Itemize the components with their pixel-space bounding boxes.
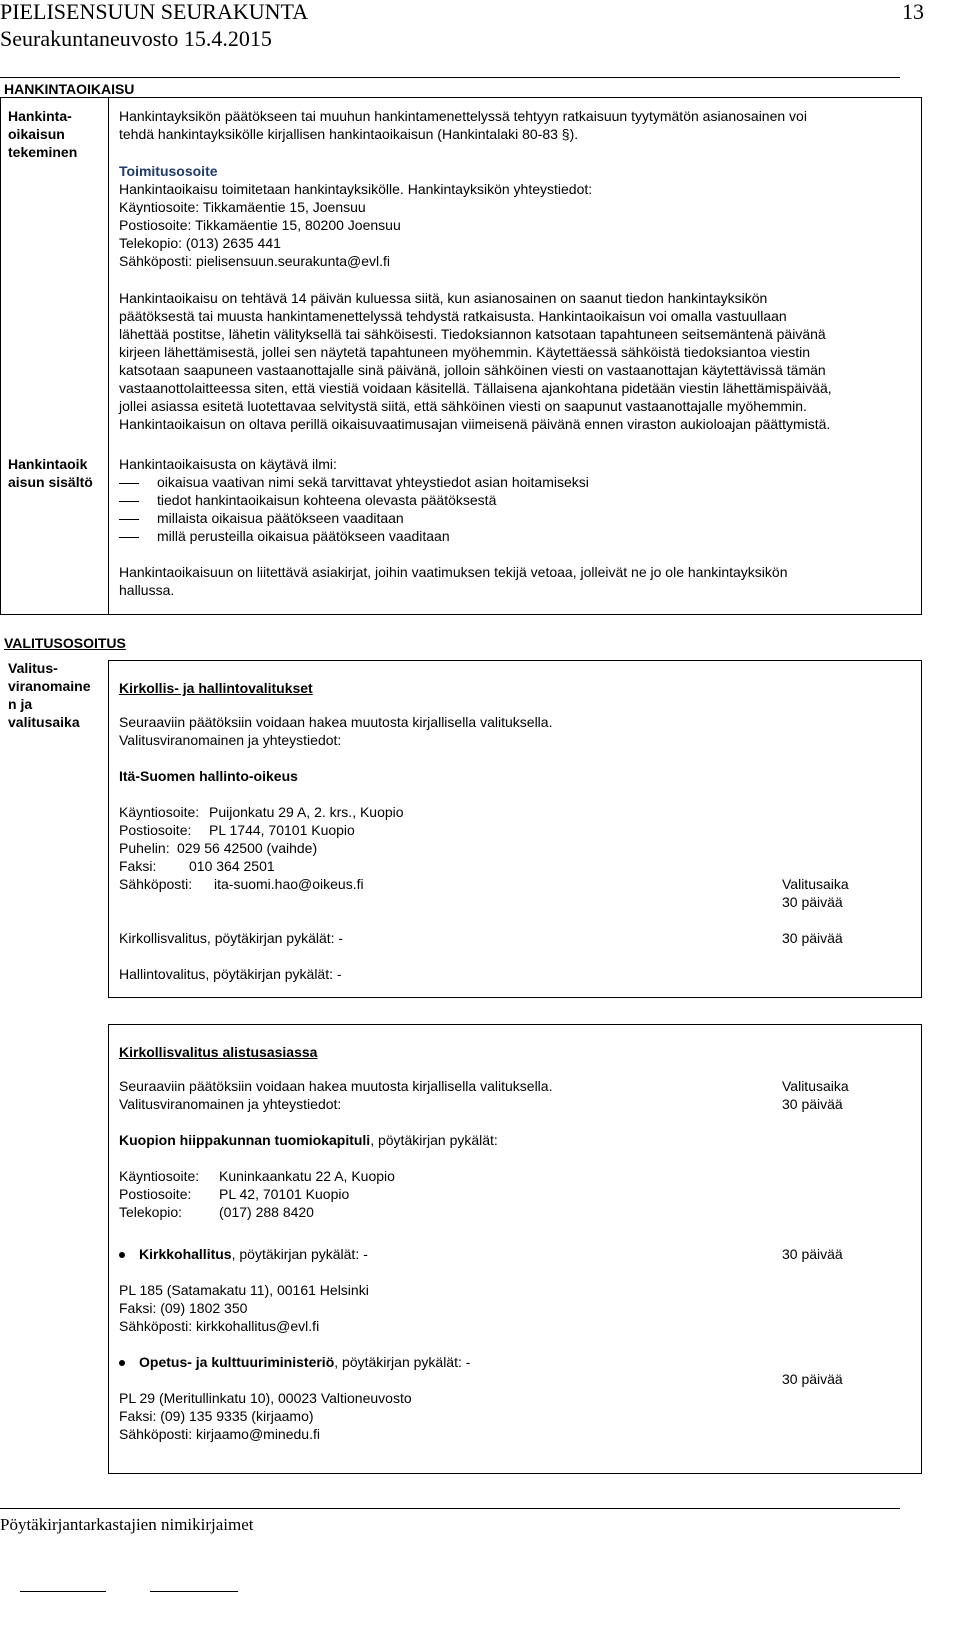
box2-opetusministerio: Opetus- ja kulttuuriministeriö, pöytäkirjan pykälät: -: [119, 1353, 470, 1371]
label-hankintaoikaisun-sisalto: Hankintaoik aisun sisältö: [8, 456, 93, 490]
section-title-hankintaoikaisu: HANKINTAOIKAISU: [4, 81, 135, 97]
content-intro: Hankintaoikaisusta on käytävä ilmi:: [119, 456, 337, 472]
box2-kirkkohallitus: Kirkkohallitus, pöytäkirjan pykälät: -: [119, 1245, 368, 1263]
initials-line-1: [20, 1591, 106, 1592]
bullet-icon: [119, 1252, 125, 1258]
initials-line-2: [150, 1591, 238, 1592]
box2-contacts: Käyntiosoite: Kuninkaankatu 22 A, Kuopio Postiosoite: PL 42, 70101 Kuopio Telekopio: (017) 288 8420: [119, 1168, 395, 1220]
page-number: 13: [902, 0, 924, 24]
deadline-paragraph: Hankintaoikaisu on tehtävä 14 päivän kuluessa siitä, kun asianosainen on saanut tiedon hankintayksikön päätöksestä tai muusta hankintamenettelyssä tehdystä ratkaisusta. Hankintaoikaisun voi omalla vastuullaan lähettää postitse, lähetin välityksellä tai sähköisesti. Tiedoksiannon katsotaan tapahtuneen seitsemäntenä päivänä kirjeen lähettämisestä, jollei sen näytetä tapahtuneen myöhemmin. Käytettäessä sähköistä tiedoksiantoa viestin katsotaan saapuneen vastaanottajalle sinä päivänä, jolloin sähköinen viesti on vastaanottajan käytettävissä tämän vastaanottolaitteessa siten, että viestiä voidaan käsitellä. Tällaisena ajankohtana pidetään viestin lähettämispäivää, jollei asiassa esitetä luotettavaa selvitystä siitä, että sähköinen viesti on saapunut vastaanottajalle myöhemmin. Hankintaoikaisun on oltava perillä oikaisuvaatimusajan viimeisenä päivänä ennen viraston aukioloajan päättymistä.: [119, 290, 832, 432]
box1-kirkollisvalitus: Kirkollisvalitus, pöytäkirjan pykälät: -: [119, 930, 344, 946]
label-hankintaoikaisun-tekeminen: Hankinta- oikaisun tekeminen: [8, 108, 78, 160]
box1-heading: Kirkollis- ja hallintovalitukset: [119, 680, 313, 696]
header-rule: [0, 77, 900, 78]
box2-kirkkohallitus-days: 30 päivää: [782, 1246, 843, 1262]
box1-authority: Itä-Suomen hallinto-oikeus: [119, 768, 298, 784]
toimitusosoite-heading: Toimitusosoite: [119, 163, 218, 179]
box1-valitusaika: Valitusaika 30 päivää: [782, 876, 849, 910]
box2-opetus-days: 30 päivää: [782, 1371, 843, 1387]
intro-paragraph: Hankintayksikön päätökseen tai muuhun hankintamenettelyssä tehtyyn ratkaisuun tyytymätön asianosainen voi tehdä hankintayksikölle kirjallisen hankintaoikaisun (Hankintalaki 80-83 §).: [119, 108, 807, 142]
content-list: [119, 473, 589, 545]
box2-opetus-contacts: PL 29 (Meritullinkatu 10), 00023 Valtioneuvosto Faksi: (09) 135 9335 (kirjaamo) Sähköposti: kirjaamo@minedu.fi: [119, 1390, 412, 1442]
box2-authority: Kuopion hiippakunnan tuomiokapituli, pöytäkirjan pykälät:: [119, 1132, 498, 1148]
list-item: tiedot hankintaoikaisun kohteena olevasta päätöksestä: [119, 491, 589, 509]
box2-heading: Kirkollisvalitus alistusasiassa: [119, 1044, 318, 1060]
box2-kirkkohallitus-contacts: PL 185 (Satamakatu 11), 00161 Helsinki Faksi: (09) 1802 350 Sähköposti: kirkkohallitus@evl.fi: [119, 1282, 369, 1334]
list-item: millaista oikaisua päätökseen vaaditaan: [119, 509, 589, 527]
label-valitusviranomainen: Valitus- viranomaine n ja valitusaika: [8, 660, 91, 730]
footer-text: Pöytäkirjantarkastajien nimikirjaimet: [0, 1515, 254, 1534]
box2-valitusaika: Valitusaika 30 päivää: [782, 1078, 849, 1112]
box1-intro: Seuraaviin päätöksiin voidaan hakea muutosta kirjallisella valituksella. Valitusviranomainen ja yhteystiedot:: [119, 714, 553, 748]
footer-rule: [0, 1508, 900, 1509]
list-item: millä perusteilla oikaisua päätökseen vaaditaan: [119, 527, 589, 545]
attachments-paragraph: Hankintaoikaisuun on liitettävä asiakirjat, joihin vaatimuksen tekijä vetoaa, jolleivät ne jo ole hankintayksikön hallussa.: [119, 564, 788, 598]
section-title-valitusosoitus: VALITUSOSOITUS: [4, 635, 126, 651]
list-item: oikaisua vaativan nimi sekä tarvittavat yhteystiedot asian hoitamiseksi: [119, 473, 589, 491]
organization-name: PIELISENSUUN SEURAKUNTA: [0, 0, 309, 24]
meeting-title: Seurakuntaneuvosto 15.4.2015: [0, 26, 272, 51]
box1-kirkollis-days: 30 päivää: [782, 930, 843, 946]
box1-hallintovalitus: Hallintovalitus, pöytäkirjan pykälät: -: [119, 966, 342, 982]
box1-contacts: Käyntiosoite: Puijonkatu 29 A, 2. krs., Kuopio Postiosoite: PL 1744, 70101 Kuopio Puhelin: 029 56 42500 (vaihde) Faksi: 010 364 2501 Sähköposti: ita-suomi.hao@oikeus.fi: [119, 804, 404, 892]
table-column-divider: [108, 97, 109, 615]
bullet-icon: [119, 1360, 125, 1366]
toimitusosoite-details: Hankintaoikaisu toimitetaan hankintayksikölle. Hankintayksikön yhteystiedot: Käyntiosoite: Tikkamäentie 15, Joensuu Postiosoite: Tikkamäentie 15, 80200 Joensuu Telekopio: (013) 2635 441 Sähköposti: pielisensuun.seurakunta@evl.fi: [119, 181, 593, 269]
box2-intro: Seuraaviin päätöksiin voidaan hakea muutosta kirjallisella valituksella. Valitusviranomainen ja yhteystiedot:: [119, 1078, 553, 1112]
